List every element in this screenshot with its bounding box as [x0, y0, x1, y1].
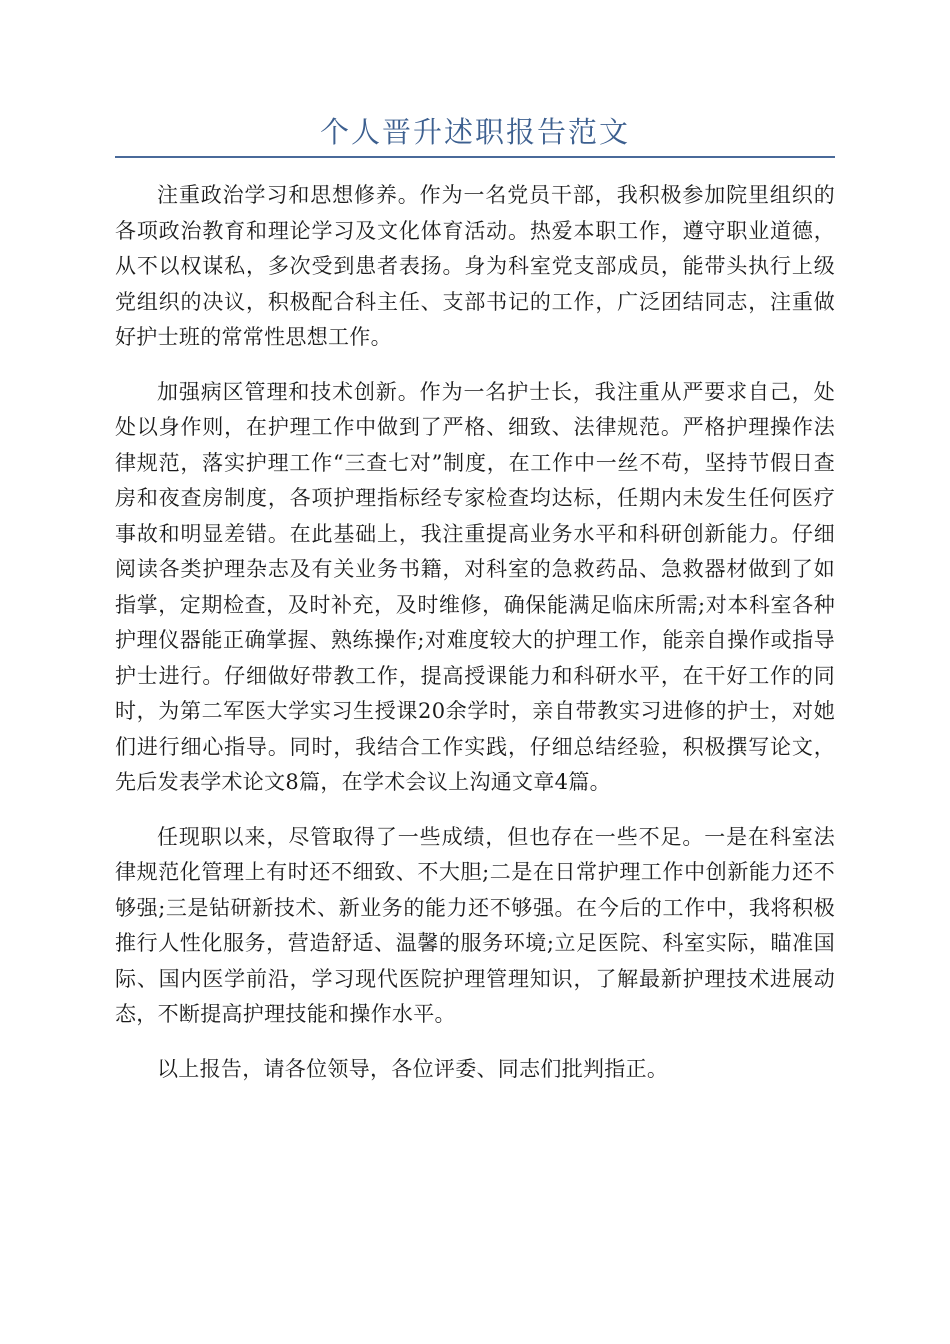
paragraph-shortcomings: 任现职以来，尽管取得了一些成绩，但也存在一些不足。一是在科室法律规范化管理上有时还不细致、不大胆;二是在日常护理工作中创新能力还不够强;三是钻研新技术、新业务的能力还不够强。在今后的工作中，我将积极推行人性化服务，营造舒适、温馨的服务环境;立足医院、科室实际，瞄准国际、国内医学前沿，学习现代医院护理管理知识，了解最新护理技术进展动态，不断提高护理技能和操作水平。	[115, 824, 835, 1026]
document-body	[115, 178, 835, 1106]
paragraph-closing: 以上报告，请各位领导，各位评委、同志们批判指正。	[157, 1056, 669, 1081]
title-block	[115, 112, 835, 158]
document-title: 个人晋升述职报告范文	[319, 115, 630, 149]
paragraph-political-study: 注重政治学习和思想修养。作为一名党员干部，我积极参加院里组织的各项政治教育和理论学习及文化体育活动。热爱本职工作，遵守职业道德，从不以权谋私，多次受到患者表扬。身为科室党支部成员，能带头执行上级党组织的决议，积极配合科主任、支部书记的工作，广泛团结同志，注重做好护士班的常常性思想工作。	[115, 183, 835, 349]
paragraph-ward-management: 加强病区管理和技术创新。作为一名护士长，我注重从严要求自己，处处以身作则，在护理工作中做到了严格、细致、法律规范。严格护理操作法律规范，落实护理工作“三查七对”制度，在工作中一丝不苟，坚持节假日查房和夜查房制度，各项护理指标经专家检查均达标，任期内未发生任何医疗事故和明显差错。在此基础上，我注重提高业务水平和科研创新能力。仔细阅读各类护理杂志及有关业务书籍，对科室的急救药品、急救器材做到了如指掌，定期检查，及时补充，及时维修，确保能满足临床所需;对本科室各种护理仪器能正确掌握、熟练操作;对难度较大的护理工作，能亲自操作或指导护士进行。仔细做好带教工作，提高授课能力和科研水平，在干好工作的同时，为第二军医大学实习生授课20余学时，亲自带教实习进修的护士，对她们进行细心指导。同时，我结合工作实践，仔细总结经验，积极撰写论文，先后发表学术论文8篇，在学术会议上沟通文章4篇。	[115, 379, 835, 794]
